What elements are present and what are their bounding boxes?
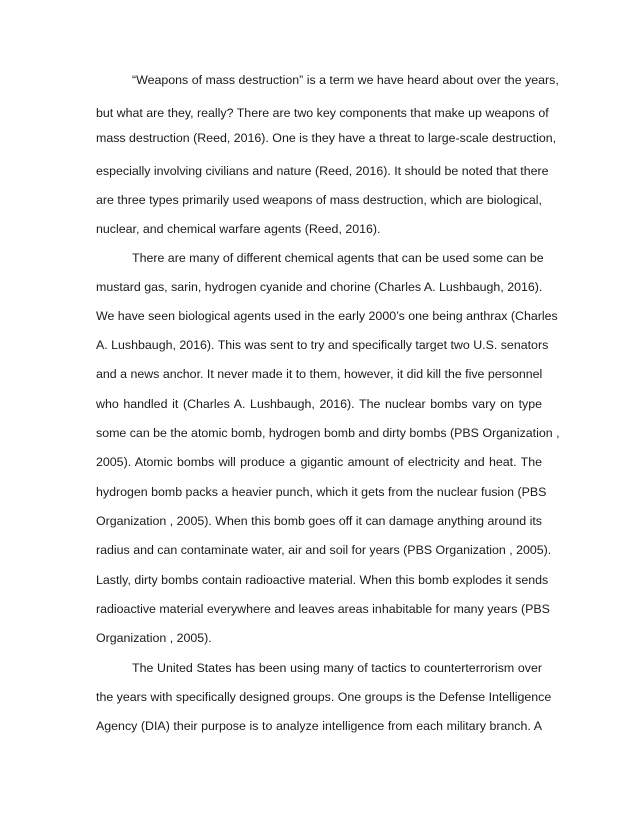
paragraph-2-line-1: There are many of different chemical agents that can be used some can be: [132, 251, 544, 265]
paragraph-2-line-12: Lastly, dirty bombs contain radioactive material. When this bomb explodes it sends: [96, 573, 549, 587]
paragraph-2-line-2: mustard gas, sarin, hydrogen cyanide and chorine (Charles A. Lushbaugh, 2016).: [96, 280, 543, 294]
paragraph-2-line-8: 2005). Atomic bombs will produce a gigantic amount of electricity and heat. The: [96, 455, 542, 469]
paragraph-2-line-11: radius and can contaminate water, air and soil for years (PBS Organization , 2005).: [96, 543, 552, 557]
paragraph-1-line-4: especially involving civilians and nature (Reed, 2016). It should be noted that there: [96, 164, 549, 178]
paragraph-1-line-2: but what are they, really? There are two key components that make up weapons of: [96, 106, 549, 120]
paragraph-2-line-6: who handled it (Charles A. Lushbaugh, 2016). The nuclear bombs vary on type: [96, 397, 542, 411]
paragraph-1-line-5: are three types primarily used weapons of mass destruction, which are biological,: [96, 193, 542, 207]
paragraph-2-line-13: radioactive material everywhere and leaves areas inhabitable for many years (PBS: [96, 602, 550, 616]
paragraph-2-line-9: hydrogen bomb packs a heavier punch, which it gets from the nuclear fusion (PBS: [96, 485, 547, 499]
paragraph-2-line-3: We have seen biological agents used in the early 2000’s one being anthrax (Charles: [96, 309, 558, 323]
paragraph-3-line-1: The United States has been using many of tactics to counterterrorism over: [132, 661, 542, 675]
paragraph-1-line-1: “Weapons of mass destruction” is a term we have heard about over the years,: [132, 73, 559, 87]
paragraph-1-line-3: mass destruction (Reed, 2016). One is they have a threat to large-scale destruction,: [96, 131, 557, 145]
paragraph-2-line-5: and a news anchor. It never made it to them, however, it did kill the five personnel: [96, 367, 543, 381]
paragraph-1-line-6: nuclear, and chemical warfare agents (Reed, 2016).: [96, 222, 381, 236]
paragraph-3-line-3: Agency (DIA) their purpose is to analyze intelligence from each military branch. A: [96, 719, 542, 733]
paragraph-2-line-10: Organization , 2005). When this bomb goes off it can damage anything around its: [96, 514, 542, 528]
paragraph-2-line-14: Organization , 2005).: [96, 631, 212, 645]
paragraph-2-line-7: some can be the atomic bomb, hydrogen bomb and dirty bombs (PBS Organization ,: [96, 426, 560, 440]
paragraph-3-line-2: the years with specifically designed groups. One groups is the Defense Intelligence: [96, 690, 552, 704]
paragraph-2-line-4: A. Lushbaugh, 2016). This was sent to try and specifically target two U.S. senators: [96, 338, 549, 352]
